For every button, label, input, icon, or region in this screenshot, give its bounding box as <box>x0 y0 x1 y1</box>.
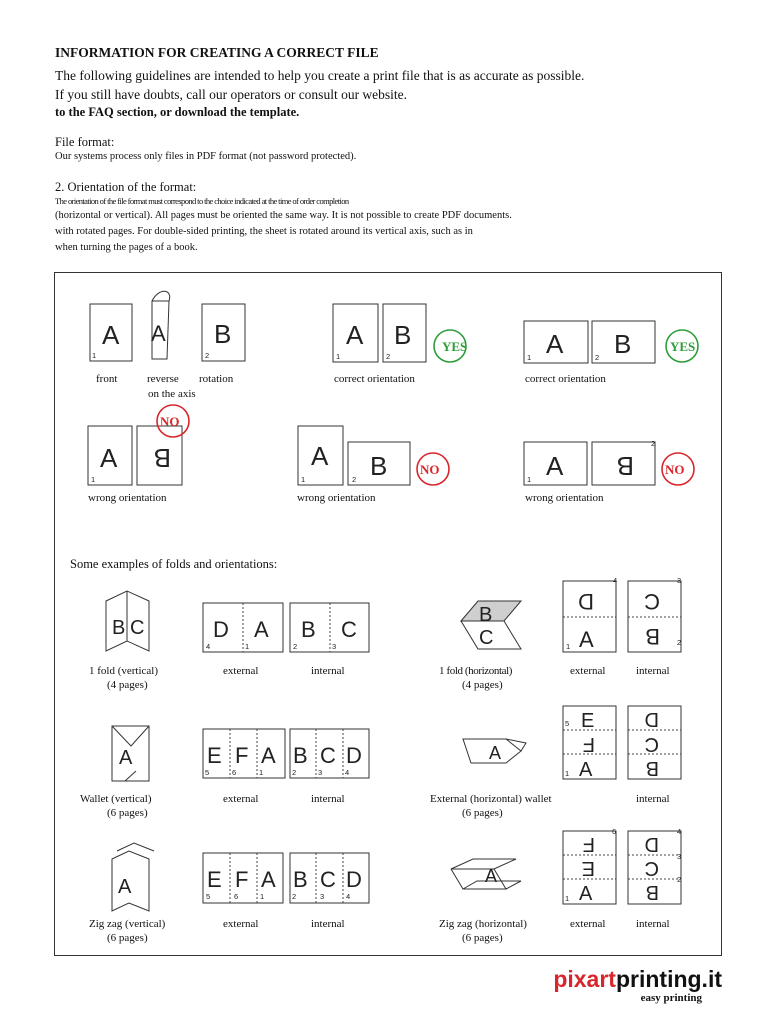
page-num: 2 <box>386 352 391 361</box>
sheet-letter-rotated: D <box>644 833 659 855</box>
page-num: 2 <box>293 642 298 651</box>
label-internal: internal <box>636 665 670 677</box>
brand-tagline: easy printing <box>640 992 702 1004</box>
page-num: 1 <box>565 769 570 778</box>
label-fold-h: 1 fold (horizontal) <box>439 665 513 677</box>
page-num: 1 <box>565 894 570 903</box>
file-format-title: File format: <box>55 135 115 149</box>
yes-text-2: YES <box>670 339 696 354</box>
label-fold-v-pages: (4 pages) <box>107 679 148 691</box>
logo-part-red: pixart <box>553 966 616 992</box>
orientation-line-1: (horizontal or vertical). All pages must be oriented the same way. It is not possible to create PDF documents. <box>55 210 512 221</box>
page-num: 6 <box>232 768 237 777</box>
icon-letter: A <box>485 866 498 886</box>
label-external: external <box>570 665 606 677</box>
label-fold-v: 1 fold (vertical) <box>89 665 159 677</box>
sheet-letter-rotated: B <box>645 624 660 649</box>
page-num: 1 <box>336 352 341 361</box>
orientation-title: 2. Orientation of the format: <box>55 180 197 194</box>
sheet-letter: A <box>261 867 276 892</box>
icon-letter: B <box>112 617 126 639</box>
sheet-letter: A <box>254 617 269 642</box>
page-num: 2 <box>677 875 682 884</box>
page-num: 4 <box>613 576 618 585</box>
orientation-line-3: when turning the pages of a book. <box>55 242 198 253</box>
sheet-letter-rotated: E <box>581 857 595 879</box>
page-num: 1 <box>92 351 97 360</box>
orientation-line-2: with rotated pages. For double-sided printing, the sheet is rotated around its vertical axis, such as in <box>55 226 473 237</box>
letter-b-rotation: B <box>214 319 232 349</box>
page-curl <box>152 291 170 301</box>
page-num: 1 <box>527 353 532 362</box>
icon-letter: A <box>119 747 133 769</box>
sheet-letter: B <box>301 617 316 642</box>
letter-b-correct: B <box>394 320 412 350</box>
page-num: 2 <box>651 439 656 448</box>
label-zig-v: Zig zag (vertical) <box>89 918 166 930</box>
page-num: 3 <box>677 852 682 861</box>
sheet-letter: D <box>346 867 362 892</box>
sheet-letter: A <box>579 759 593 781</box>
icon-letter: A <box>118 876 132 898</box>
letter-b-correct-h: B <box>614 329 632 359</box>
page-num: 3 <box>318 768 323 777</box>
page-num: 6 <box>612 827 617 836</box>
sheet-letter-rotated: C <box>644 589 660 614</box>
page-num: 1 <box>260 892 265 901</box>
letter-a-correct-h: A <box>546 329 564 359</box>
sheet-letter-rotated: B <box>645 757 659 779</box>
label-reverse: reverse <box>147 373 179 385</box>
page-num: 3 <box>320 892 325 901</box>
zigzag-horizontal-icon <box>451 859 516 869</box>
label-internal: internal <box>636 793 670 805</box>
label-internal: internal <box>311 665 345 677</box>
letter-a-front: A <box>102 320 120 350</box>
label-external: external <box>223 665 259 677</box>
letter-b-wrong1-rotated: B <box>153 443 171 473</box>
examples-title: Some examples of folds and orientations: <box>70 557 278 571</box>
label-wallet-v-pages: (6 pages) <box>107 807 148 819</box>
diagram-frame <box>54 272 722 956</box>
sheet-letter-rotated: B <box>645 881 659 903</box>
page-num: 4 <box>345 768 350 777</box>
page-num: 1 <box>91 475 96 484</box>
page-title: INFORMATION FOR CREATING A CORRECT FILE <box>55 45 379 60</box>
letter-a-reverse: A <box>151 321 166 346</box>
no-text-1: NO <box>160 414 180 429</box>
label-zig-h: Zig zag (horizontal) <box>439 918 527 930</box>
label-internal: internal <box>311 918 345 930</box>
page-num: 1 <box>527 475 532 484</box>
page-num: 4 <box>206 642 211 651</box>
sheet-letter: B <box>293 867 308 892</box>
letter-a-correct: A <box>346 320 364 350</box>
sheet-letter: F <box>235 743 249 768</box>
page-num: 3 <box>677 576 682 585</box>
letter-b-wrong2: B <box>370 451 388 481</box>
sheet-letter: A <box>579 627 594 652</box>
label-external: external <box>223 793 259 805</box>
icon-letter: A <box>489 743 502 763</box>
icon-letter: C <box>479 627 494 649</box>
sheet-letter: E <box>581 710 595 732</box>
letter-a-wrong2: A <box>311 441 329 471</box>
sheet-letter: A <box>261 743 276 768</box>
label-external: external <box>570 918 606 930</box>
letter-a-wrong1: A <box>100 443 118 473</box>
page-num: 3 <box>332 642 337 651</box>
sheet-letter: F <box>235 867 249 892</box>
logo-part-black: printing.it <box>615 966 722 992</box>
sheet-letter: C <box>320 743 336 768</box>
sheet-letter-rotated: C <box>644 733 659 755</box>
label-wallet-v: Wallet (vertical) <box>80 793 152 805</box>
label-internal: internal <box>636 918 670 930</box>
page-num: 1 <box>259 768 264 777</box>
page-num: 5 <box>565 719 570 728</box>
label-external: external <box>223 918 259 930</box>
page-num: 2 <box>205 351 210 360</box>
label-rotation: rotation <box>199 373 234 385</box>
page-num: 2 <box>292 768 297 777</box>
page-num: 1 <box>566 642 571 651</box>
page-num: 2 <box>677 638 682 647</box>
orientation-compressed-text: The orientation of the file format must correspond to the choice indicated at the time of order completion <box>55 196 349 206</box>
label-on-axis: on the axis <box>148 388 196 400</box>
page-num: 2 <box>292 892 297 901</box>
sheet-letter: B <box>293 743 308 768</box>
page-num: 1 <box>245 642 250 651</box>
page-num: 6 <box>234 892 239 901</box>
label-fold-h-pages: (4 pages) <box>462 679 503 691</box>
page-num: 1 <box>301 475 306 484</box>
brand-logo <box>553 966 722 993</box>
label-wrong-1: wrong orientation <box>88 492 167 504</box>
orientation-diagram <box>55 273 721 955</box>
sheet-letter-rotated: D <box>644 708 659 730</box>
sheet-letter: A <box>579 883 593 905</box>
label-correct-1: correct orientation <box>334 373 415 385</box>
yes-text-1: YES <box>442 339 468 354</box>
page-num: 2 <box>352 475 357 484</box>
label-wrong-3: wrong orientation <box>525 492 604 504</box>
page-num: 4 <box>346 892 351 901</box>
page-num: 5 <box>206 892 211 901</box>
label-wrong-2: wrong orientation <box>297 492 376 504</box>
sheet-letter: D <box>346 743 362 768</box>
intro-line-3: to the FAQ section, or download the template. <box>55 105 300 119</box>
page-num: 5 <box>205 768 210 777</box>
label-zig-h-pages: (6 pages) <box>462 932 503 944</box>
letter-b-wrong3-rotated: B <box>616 451 634 481</box>
sheet-letter-rotated: F <box>582 833 595 855</box>
intro-line-1: The following guidelines are intended to help you create a print file that is as accurate as possible. <box>55 68 585 83</box>
sheet-letter: E <box>207 867 222 892</box>
page-num: 4 <box>677 827 682 836</box>
icon-letter: C <box>130 617 145 639</box>
label-correct-2: correct orientation <box>525 373 606 385</box>
sheet-letter-rotated: F <box>582 733 595 755</box>
label-zig-v-pages: (6 pages) <box>107 932 148 944</box>
sheet-letter: C <box>341 617 357 642</box>
sheet-letter: E <box>207 743 222 768</box>
no-text-2: NO <box>420 462 440 477</box>
sheet-letter: D <box>213 617 229 642</box>
label-internal: internal <box>311 793 345 805</box>
icon-letter: B <box>479 604 493 626</box>
label-wallet-h-pages: (6 pages) <box>462 807 503 819</box>
sheet-letter-rotated: D <box>578 589 594 614</box>
file-format-text: Our systems process only files in PDF format (not password protected). <box>55 151 357 162</box>
intro-line-2: If you still have doubts, call our operators or consult our website. <box>55 87 408 102</box>
no-text-3: NO <box>665 462 685 477</box>
sheet-letter: C <box>320 867 336 892</box>
sheet-letter-rotated: C <box>644 857 659 879</box>
letter-a-wrong3: A <box>546 451 564 481</box>
label-front: front <box>96 373 118 385</box>
label-wallet-h: External (horizontal) wallet <box>430 793 552 805</box>
page-num: 2 <box>595 353 600 362</box>
